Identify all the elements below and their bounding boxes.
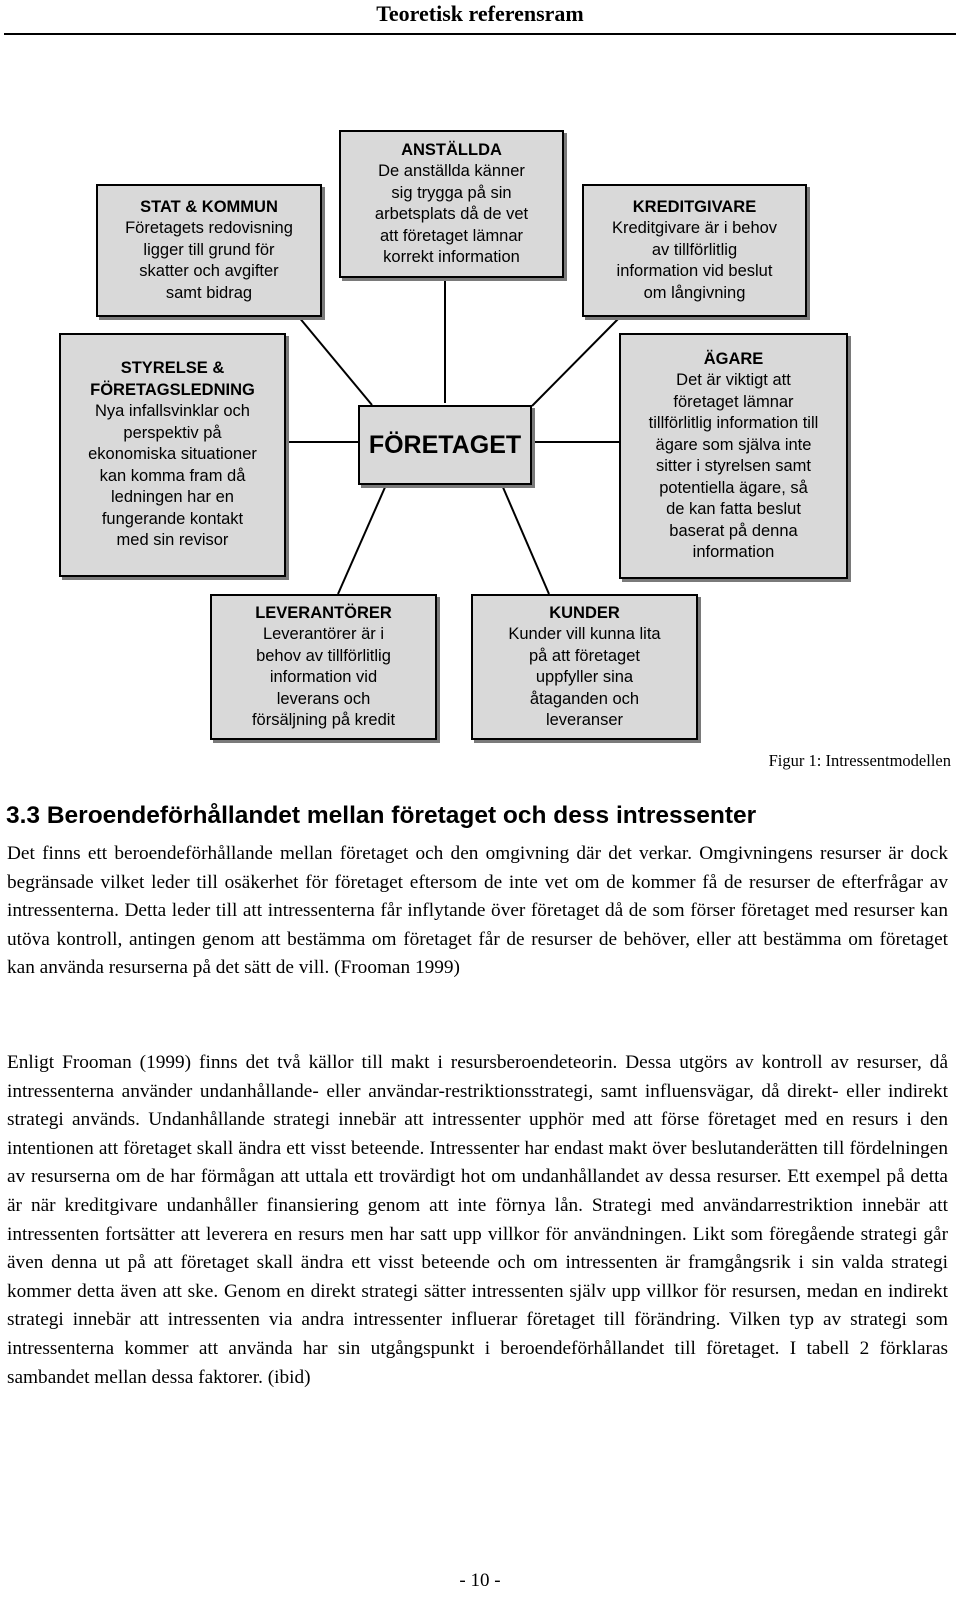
- stakeholder-description: Leverantörer är i behov av tillförlitlig information vid leverans och försäljning på kredit: [251, 625, 396, 729]
- stakeholder-title: STAT & KOMMUN: [140, 197, 278, 216]
- stakeholder-description: Nya infallsvinklar och perspektiv på ekonomiska situationer kan komma fram då ledningen har en fungerande kontakt med sin revisor: [88, 402, 257, 550]
- connector-kunder: [502, 485, 549, 594]
- connector-kreditgivare: [532, 316, 621, 406]
- stakeholder-description: Kunder vill kunna lita på att företaget uppfyller sina åtaganden och leveranser: [508, 625, 661, 729]
- stakeholder-agare: [619, 333, 848, 579]
- stakeholder-stat-kommun: [96, 184, 322, 317]
- stakeholder-title: ÄGARE: [703, 349, 764, 368]
- body-paragraph: Enligt Frooman (1999) finns det två källor till makt i resursberoendeteorin. Dessa utgörs av kontroll av resurser, då intressenterna använder undanhållande- eller användar-restriktionsstrategi, samt influensvägar, då direkt- eller indirekt strategi används. Undanhållande strategi innebär att intressenter upphör med att förse företaget med en resurs i den intentionen att företaget skall ändra ett visst beteende. Intressenter har endast makt över beslutanderätten till fördelningen av resurserna om de har förmågan att uttala ett trovärdigt hot om undanhållandet av dessa resurser. Ett exempel på detta är när kreditgivare undanhåller finansiering genom att inte förnya lån. Strategi med användarrestriktion innebär att intressenten fortsätter att leverera en resurs men har satt upp villkor för användningen. Likt som föregående strategi går även denna ut på att företaget skall ändra ett visst beteende och om intressenten är framgångsrik i sin valda strategi kommer detta även att ske. Genom en direkt strategi sätter intressenten själv upp villkor för resursen, medan en indirekt strategi innebär att intressenten via andra intressenter influerar företaget till förändring. Vilken typ av strategi som intressenterna kommer att använda har sin utgångspunkt i beroendeförhållandet till företaget. I tabell 2 förklaras sambandet mellan dessa faktorer. (ibid): [7, 1052, 948, 1388]
- stakeholder-description: Företagets redovisning ligger till grund för skatter och avgifter samt bidrag: [125, 219, 293, 302]
- stakeholder-title: STYRELSE & FÖRETAGSLEDNING: [90, 359, 255, 399]
- stakeholder-title: KREDITGIVARE: [632, 197, 757, 216]
- stakeholder-title: ANSTÄLLDA: [401, 140, 502, 159]
- running-header: Teoretisk referensram: [376, 1, 584, 26]
- stakeholder-title: LEVERANTÖRER: [255, 603, 392, 622]
- stakeholder-kunder: [471, 594, 698, 740]
- stakeholder-description: De anställda känner sig trygga på sin arbetsplats då de vet att företaget lämnar korrekt information: [374, 162, 529, 266]
- figure-caption: Figur 1: Intressentmodellen: [768, 751, 951, 770]
- stakeholder-description: Kreditgivare är i behov av tillförlitlig information vid beslut om långivning: [611, 219, 778, 302]
- body-paragraph: Det finns ett beroendeförhållande mellan företaget och den omgivning där det verkar. Omgivningens resurser är dock begränsade vilket leder till osäkerhet för företaget eftersom de inte vet om de kommer få de resurser de efterfrågar av intressenterna. Detta leder till att intressenterna får inflytande över företaget då de som förser företaget med resurser kan utöva kontroll, antingen genom att bestämma om företaget får de resurser de behöver, eller att bestämma om företaget kan använda resurserna på det sätt de vill. (Frooman 1999): [7, 843, 948, 979]
- page-number: - 10 -: [459, 1570, 501, 1591]
- center-company: FÖRETAGET: [358, 405, 532, 485]
- stakeholder-diagram: [0, 0, 960, 770]
- stakeholder-title: KUNDER: [549, 603, 620, 622]
- connector-stat-kommun: [298, 316, 372, 405]
- stakeholder-anstallda: [339, 130, 564, 278]
- stakeholder-kreditgivare: [582, 184, 807, 317]
- stakeholder-description: Det är viktigt att företaget lämnar tillförlitlig information till ägare som själva inte sitter i styrelsen samt potentiella ägare, så de kan fatta beslut baserat på denna information: [648, 371, 819, 561]
- stakeholder-leverantorer: [210, 594, 437, 740]
- connector-leverantorer: [338, 485, 386, 594]
- stakeholder-styrelse-foretagsledning: [59, 333, 286, 577]
- section-heading: 3.3 Beroendeförhållandet mellan företaget och dess intressenter: [6, 802, 757, 829]
